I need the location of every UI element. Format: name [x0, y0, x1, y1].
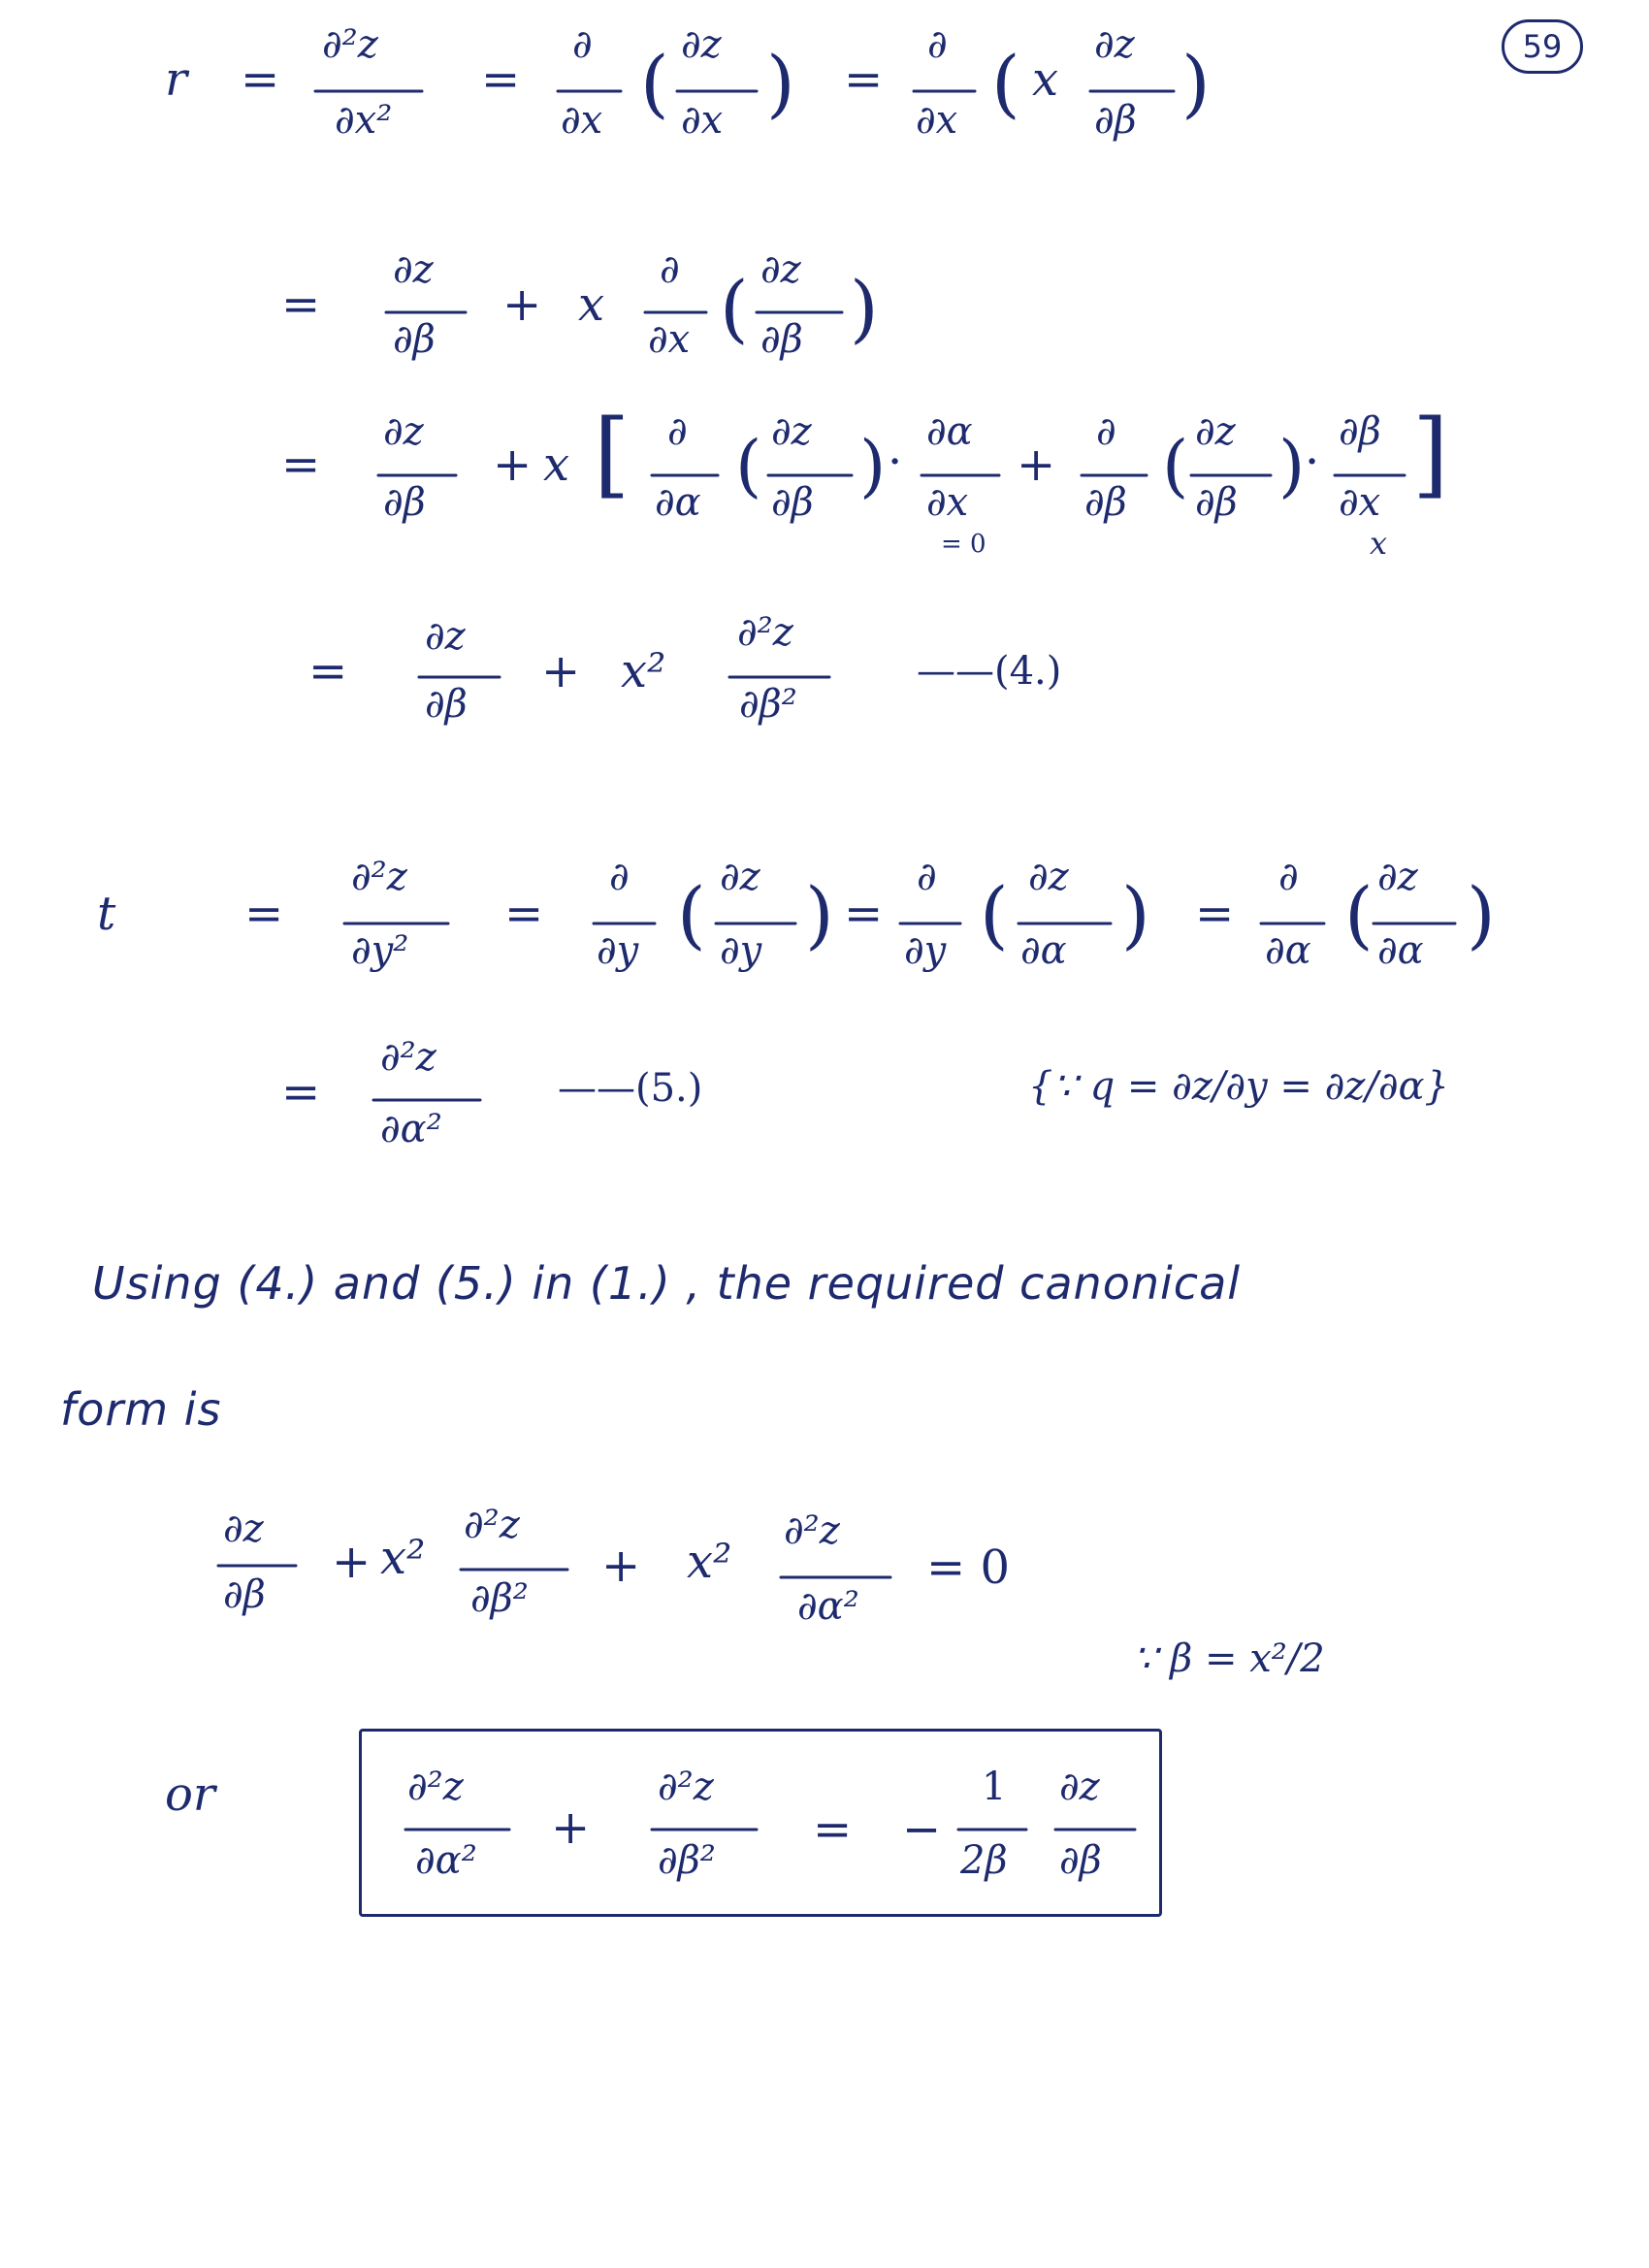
since-q-note: {∵ q = ∂z/∂y = ∂z/∂α}: [1028, 1064, 1450, 1109]
denominator: ∂β²: [470, 1576, 529, 1621]
numerator: ∂: [1278, 855, 1299, 899]
equals-sign: =: [241, 52, 280, 107]
denominator: ∂x: [681, 98, 724, 143]
symbol-x-squared: x²: [687, 1535, 732, 1589]
bracket-open: [: [594, 400, 630, 508]
numerator: ∂z: [720, 855, 760, 899]
numerator: ∂²z: [737, 610, 793, 655]
minus-sign: −: [902, 1802, 942, 1857]
paren-open: (: [1162, 426, 1189, 505]
denominator: ∂β: [1059, 1838, 1102, 1883]
numerator: ∂²z: [464, 1503, 520, 1547]
symbol-r: r: [165, 52, 187, 107]
symbol-x-squared: x²: [621, 644, 666, 698]
numerator: ∂z: [425, 614, 466, 659]
denominator: ∂y: [904, 928, 947, 973]
denominator: ∂β: [393, 317, 436, 362]
numerator: ∂β: [1339, 409, 1381, 454]
paren-close: ): [1467, 871, 1496, 957]
equals-sign: =: [504, 887, 544, 941]
numerator: ∂: [927, 22, 948, 67]
plus-sign: +: [1017, 437, 1056, 492]
numerator: ∂: [1096, 409, 1116, 454]
numerator: ∂z: [681, 22, 722, 67]
denominator: ∂x: [1339, 480, 1381, 525]
symbol-x: x: [543, 437, 570, 492]
denominator: ∂y²: [351, 928, 409, 973]
denominator: ∂β: [1195, 480, 1238, 525]
denominator: ∂β: [771, 480, 814, 525]
paren-open: (: [735, 426, 762, 505]
denominator: ∂y: [720, 928, 762, 973]
numerator: ∂²z: [322, 22, 378, 67]
dot-operator: ·: [888, 435, 903, 489]
equals-sign: =: [281, 437, 321, 492]
plus-sign: +: [502, 277, 542, 332]
equals-sign: =: [281, 1065, 321, 1119]
denominator: ∂β: [223, 1572, 266, 1617]
denominator: ∂β: [1084, 480, 1127, 525]
numerator: ∂z: [1028, 855, 1069, 899]
numerator: ∂: [917, 855, 937, 899]
numerator: ∂z: [1059, 1765, 1100, 1809]
equals-sign: =: [244, 887, 284, 941]
symbol-x: x: [1032, 52, 1059, 107]
denominator: ∂β: [1094, 98, 1137, 143]
numerator: ∂²z: [380, 1035, 436, 1080]
dot-operator: ·: [1305, 435, 1320, 489]
denominator: ∂α: [1377, 928, 1424, 973]
paren-close: ): [859, 426, 887, 505]
numerator: ∂z: [223, 1507, 264, 1551]
equation-label-5: ——(5.): [558, 1066, 703, 1111]
denominator: ∂α²: [380, 1107, 442, 1151]
numerator: ∂z: [1094, 22, 1135, 67]
denominator: ∂β: [383, 480, 426, 525]
paren-close: ): [1181, 40, 1211, 126]
numerator: 1: [982, 1765, 1007, 1809]
plus-sign: +: [601, 1539, 641, 1593]
equals-sign: =: [481, 52, 521, 107]
symbol-t: t: [97, 887, 116, 941]
paren-close: ): [766, 40, 795, 126]
paren-open: (: [991, 40, 1020, 126]
denominator: ∂x²: [335, 98, 393, 143]
denominator: ∂β²: [658, 1838, 716, 1883]
equals-sign: =: [1195, 887, 1235, 941]
annotation-equals-zero: = 0: [941, 530, 986, 559]
paren-open: (: [980, 871, 1009, 957]
numerator: ∂: [667, 409, 688, 454]
numerator: ∂: [660, 247, 680, 292]
paren-open: (: [677, 871, 706, 957]
denominator: ∂α: [1020, 928, 1067, 973]
plus-sign: +: [493, 437, 533, 492]
paren-open: (: [640, 40, 669, 126]
word-or: or: [165, 1767, 215, 1822]
numerator: ∂²z: [351, 855, 407, 899]
numerator: ∂²z: [784, 1508, 840, 1553]
denominator: ∂y: [597, 928, 639, 973]
paren-close: ): [1278, 426, 1306, 505]
plus-sign: +: [332, 1535, 372, 1589]
denominator: ∂α: [1265, 928, 1311, 973]
equation-label-4: ——(4.): [917, 649, 1062, 694]
denominator: ∂β²: [739, 682, 797, 727]
equals-sign: =: [308, 644, 348, 698]
equals-sign: =: [281, 277, 321, 332]
numerator: ∂z: [393, 247, 434, 292]
equals-zero: = 0: [926, 1540, 1011, 1595]
denominator: ∂x: [648, 317, 691, 362]
numerator: ∂z: [1377, 855, 1418, 899]
denominator: ∂α²: [415, 1838, 477, 1883]
denominator: ∂α: [655, 480, 701, 525]
paren-close: ): [1121, 871, 1150, 957]
paren-close: ): [850, 265, 879, 351]
denominator: ∂β: [760, 317, 803, 362]
numerator: ∂: [572, 22, 593, 67]
numerator: ∂z: [760, 247, 801, 292]
equals-sign: =: [813, 1802, 853, 1857]
prose-line-1: Using (4.) and (5.) in (1.) , the required canonical: [92, 1257, 1242, 1310]
numerator: ∂z: [1195, 409, 1236, 454]
numerator: ∂α: [926, 409, 973, 454]
equals-sign: =: [844, 887, 884, 941]
symbol-x: x: [578, 277, 605, 332]
denominator: ∂x: [916, 98, 958, 143]
numerator: ∂z: [383, 409, 424, 454]
paren-open: (: [1344, 871, 1374, 957]
denominator: ∂x: [561, 98, 603, 143]
bracket-close: ]: [1412, 400, 1449, 508]
plus-sign: +: [551, 1800, 591, 1855]
denominator: ∂x: [926, 480, 969, 525]
paren-close: ): [805, 871, 834, 957]
symbol-x-squared: x²: [380, 1531, 426, 1585]
denominator: 2β: [960, 1838, 1008, 1883]
page-number: 59: [1502, 19, 1583, 74]
numerator: ∂²z: [407, 1765, 464, 1809]
since-beta-note: ∵ β = x²/2: [1133, 1636, 1325, 1681]
paren-open: (: [720, 265, 749, 351]
denominator: ∂α²: [797, 1584, 859, 1629]
numerator: ∂: [609, 855, 630, 899]
denominator: ∂β: [425, 682, 468, 727]
annotation-x: x: [1370, 525, 1388, 562]
plus-sign: +: [541, 644, 581, 698]
prose-line-2: form is: [60, 1383, 222, 1436]
numerator: ∂²z: [658, 1765, 714, 1809]
numerator: ∂z: [771, 409, 812, 454]
equals-sign: =: [844, 52, 884, 107]
